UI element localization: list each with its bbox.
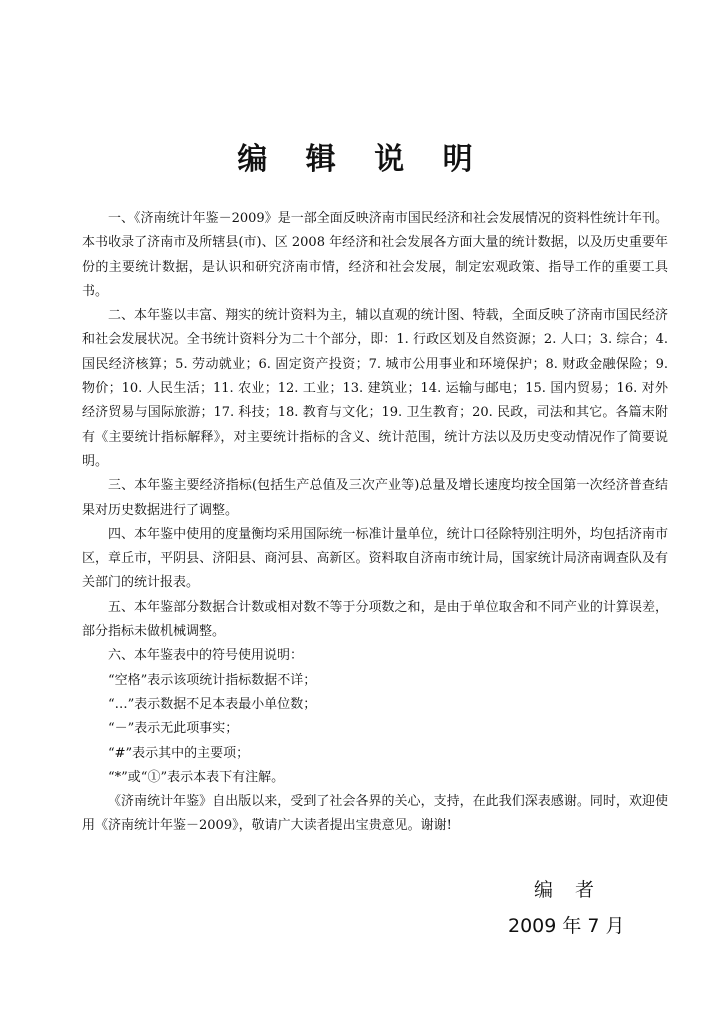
paragraph-2-contents: 二、本年鉴以丰富、翔实的统计资料为主，辅以直观的统计图、特载，全面反映了济南市国民经济和社会发展状况。全书统计资料分为二十个部分，即：1. 行政区划及自然资源；2. 人口；3. 综合；4. 国民经济核算；5. 劳动就业；6. 固定资产投资；7. 城市公用事业和环境保护；8. 财政金融保险；9. 物价；10. 人民生活；11. 农业；12. 工业；13. 建筑业；14. 运输与邮电；15. 国内贸易；16. 对外经济贸易与国际旅游；17. 科技；18. 教育与文化；19. 卫生教育；20. 民政，司法和其它。各篇末附有《主要统计指标解释》，对主要统计指标的含义、统计范围，统计方法以及历史变动情况作了简要说明。 xyxy=(82,308,668,469)
paragraph-6-symbols: 六、本年鉴表中的符号使用说明： xyxy=(108,648,304,664)
signature-author: 编者 xyxy=(534,879,617,901)
paragraph-4-units: 四、本年鉴中使用的度量衡均采用国际统一标准计量单位，统计口径除特别注明外，均包括济南市区，章丘市，平阴县、济阳县、商河县、高新区。资料取自济南市统计局，国家统计局济南调查队及有关部门的统计报表。 xyxy=(82,526,668,591)
paragraph-3-adjustment: 三、本年鉴主要经济指标(包括生产总值及三次产业等)总量及增长速度均按全国第一次经济普查结果对历史数据进行了调整。 xyxy=(82,478,668,518)
signature-block xyxy=(508,874,625,942)
symbol-note-asterisk: “*”或“①”表示本表下有注解。 xyxy=(108,769,285,785)
symbol-note-dash: “－”表示无此项事实； xyxy=(108,721,239,737)
page-title: 编 辑 说 明 xyxy=(237,142,487,177)
symbol-note-hash: “#”表示其中的主要项； xyxy=(108,745,250,761)
paragraph-thanks: 《济南统计年鉴》自出版以来，受到了社会各界的关心，支持，在此我们深表感谢。同时，欢迎使用《济南统计年鉴－2009》，敬请广大读者提出宝贵意见。谢谢! xyxy=(82,794,668,834)
symbol-note-ellipsis: “…”表示数据不足本表最小单位数； xyxy=(108,696,317,712)
editorial-notes-body xyxy=(82,207,668,839)
paragraph-5-rounding: 五、本年鉴部分数据合计数或相对数不等于分项数之和，是由于单位取舍和不同产业的计算误差，部分指标未做机械调整。 xyxy=(82,599,668,640)
paragraph-1-scope: 一、《济南统计年鉴－2009》是一部全面反映济南市国民经济和社会发展情况的资料性统计年刊。本书收录了济南市及所辖县(市)、区 2008 年经济和社会发展各方面大量的统计数据，以及历史重要年份的主要统计数据，是认识和研究济南市情，经济和社会发展，制定宏观政策、指导工作的重要工具书。 xyxy=(82,211,668,299)
symbol-note-blank: “空格”表示该项统计指标数据不详； xyxy=(108,672,317,688)
signature-date: 2009 年 7 月 xyxy=(508,915,625,937)
